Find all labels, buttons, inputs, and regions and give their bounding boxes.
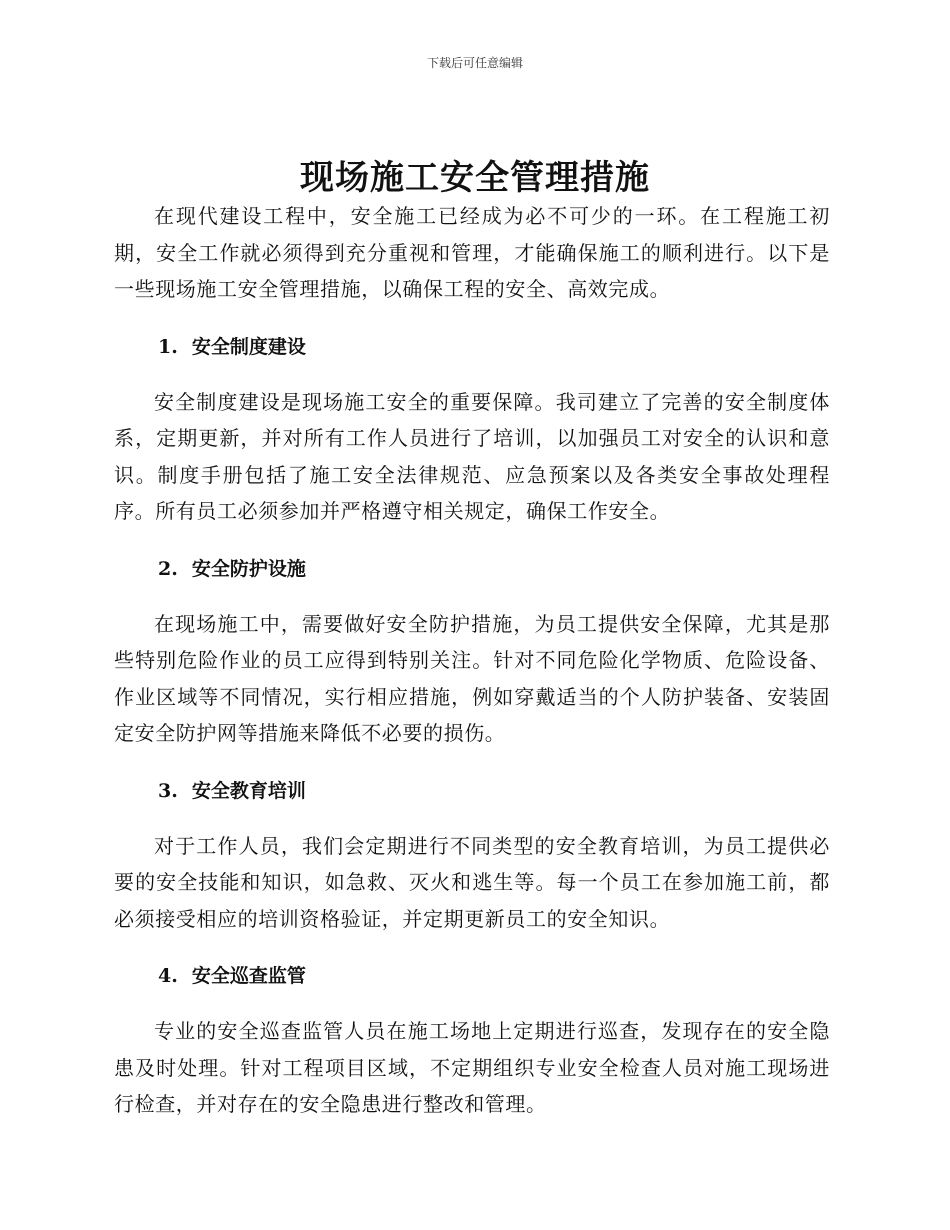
section-heading-3 bbox=[114, 777, 830, 805]
section-title: 安全防护设施 bbox=[191, 557, 306, 580]
header-note: 下载后可任意编辑 bbox=[426, 56, 523, 70]
section-paragraph-1: 安全制度建设是现场施工安全的重要保障。我司建立了完善的安全制度体系，定期更新，并对所有工作人员进行了培训，以加强员工对安全的认识和意识。制度手册包括了施工安全法律规范、应急预案以及各类安全事故处理程序。所有员工必须参加并严格遵守相关规定，确保工作安全。 bbox=[114, 389, 830, 523]
section-number: 3. bbox=[158, 779, 178, 802]
section-number: 4. bbox=[158, 965, 178, 987]
intro-paragraph: 在现代建设工程中，安全施工已经成为必不可少的一环。在工程施工初期，安全工作就必须得到充分重视和管理，才能确保施工的顺利进行。以下是一些现场施工安全管理措施，以确保工程的安全、高效完成。 bbox=[114, 204, 830, 301]
section-title: 安全巡查监管 bbox=[191, 965, 306, 987]
section-paragraph-4: 专业的安全巡查监管人员在施工场地上定期进行巡查，发现存在的安全隐患及时处理。针对工程项目区域，不定期组织专业安全检查人员对施工现场进行检查，并对存在的安全隐患进行整改和管理。 bbox=[114, 1019, 830, 1116]
section-paragraph-3: 对于工作人员，我们会定期进行不同类型的安全教育培训，为员工提供必要的安全技能和知识，如急救、灭火和逃生等。每一个员工在参加施工前，都必须接受相应的培训资格验证，并定期更新员工的安全知识。 bbox=[114, 833, 830, 931]
section-title: 安全制度建设 bbox=[191, 335, 306, 358]
section-heading-1 bbox=[114, 333, 830, 361]
section-title: 安全教育培训 bbox=[191, 779, 306, 802]
section-paragraph-2: 在现场施工中，需要做好安全防护措施，为员工提供安全保障，尤其是那些特别危险作业的员工应得到特别关注。针对不同危险化学物质、危险设备、作业区域等不同情况，实行相应措施，例如穿戴适当的个人防护装备、安装固定安全防护网等措施来降低不必要的损伤。 bbox=[114, 611, 830, 745]
section-number: 1. bbox=[158, 335, 178, 358]
section-heading-2 bbox=[114, 555, 830, 583]
section-number: 2. bbox=[158, 557, 178, 580]
page-title: 现场施工安全管理措施 bbox=[300, 158, 650, 198]
document-body bbox=[114, 198, 830, 1123]
section-heading-4 bbox=[114, 962, 830, 990]
